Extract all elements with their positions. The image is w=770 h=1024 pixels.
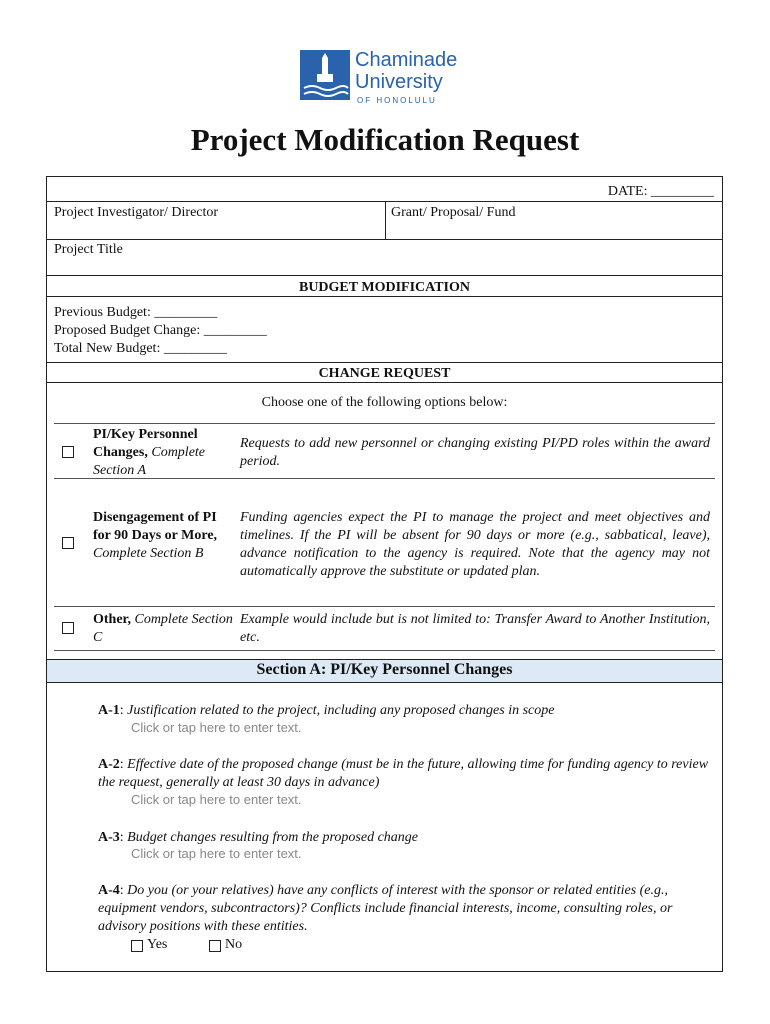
option-label-bold: Disengagement of PI for 90 Days or More, xyxy=(93,510,218,543)
divider xyxy=(46,382,723,383)
question-a2: A-2: Effective date of the proposed change (must be in the future, allowing time for funding agency to review the request, generally at least 30 days in advance) xyxy=(98,757,709,790)
question-code: A-4 xyxy=(98,883,120,898)
change-request-instruction: Choose one of the following options below: xyxy=(261,395,508,410)
question-text: Budget changes resulting from the proposed change xyxy=(127,830,419,845)
proposed-budget-field[interactable]: Proposed Budget Change: _________ xyxy=(54,323,267,338)
date-field[interactable]: DATE: _________ xyxy=(607,184,714,199)
question-code: A-2 xyxy=(98,757,120,772)
option-label-bold: PI/Key Personnel Changes, xyxy=(93,427,198,460)
option-other-label xyxy=(93,611,233,647)
option-disengagement-checkbox[interactable] xyxy=(62,537,74,549)
option-disengagement-label xyxy=(93,509,233,563)
divider xyxy=(54,650,715,651)
question-text: Do you (or your relatives) have any conflicts of interest with the sponsor or related entities (e.g., equipment vendors, subcontractors)? Conflicts include financial interests, income, consulting roles, or advisory positions with these entities. xyxy=(98,883,673,934)
question-a3: A-3: Budget changes resulting from the proposed change xyxy=(98,830,419,845)
question-code: A-3 xyxy=(98,830,120,845)
logo-subline: OF HONOLULU xyxy=(357,96,437,105)
question-text: Effective date of the proposed change (must be in the future, allowing time for funding agency to review the request, generally at least 30 days in advance) xyxy=(98,757,709,790)
logo-name-line1: Chaminade xyxy=(355,49,458,71)
pi-label[interactable]: Project Investigator/ Director xyxy=(54,205,219,220)
section-a-heading: Section A: PI/Key Personnel Changes xyxy=(256,661,513,678)
divider xyxy=(54,423,715,424)
option-label-bold: Other, xyxy=(93,612,131,627)
question-a1: A-1: Justification related to the project, including any proposed changes in scope xyxy=(98,703,555,718)
option-disengagement-description: Funding agencies expect the PI to manage the project and meet objectives and timelines. If the PI will be absent for 90 days or more (e.g., sabbatical, leave), advance notification to the agency is required. Note that the agency may not automatically approve the substitute or updated plan. xyxy=(240,510,710,579)
divider xyxy=(46,239,723,240)
divider xyxy=(46,362,723,363)
question-a4: A-4: Do you (or your relatives) have any conflicts of interest with the sponsor or related entities (e.g., equipment vendors, subcontractors)? Conflicts include financial interests, income, consulting roles, or advisory positions with these entities. xyxy=(98,883,673,934)
option-pi-changes-description: Requests to add new personnel or changing existing PI/PD roles within the award period. xyxy=(240,436,710,469)
divider xyxy=(54,606,715,607)
a4-no-checkbox[interactable] xyxy=(209,940,221,952)
previous-budget-field[interactable]: Previous Budget: _________ xyxy=(54,305,218,320)
project-title-label[interactable]: Project Title xyxy=(54,242,123,257)
question-text: Justification related to the project, including any proposed changes in scope xyxy=(127,703,555,718)
divider xyxy=(54,478,715,479)
total-budget-field[interactable]: Total New Budget: _________ xyxy=(54,341,227,356)
a3-input[interactable]: Click or tap here to enter text. xyxy=(131,846,302,861)
change-request-heading: CHANGE REQUEST xyxy=(318,366,451,381)
divider xyxy=(46,296,723,297)
logo-name-line2: University xyxy=(355,71,443,93)
option-label-italic: Complete Section C xyxy=(93,612,233,645)
a4-yes-label: Yes xyxy=(147,937,168,952)
option-label-italic: Complete Section A xyxy=(93,445,206,478)
page-title: Project Modification Request xyxy=(190,122,580,157)
a4-yes-checkbox[interactable] xyxy=(131,940,143,952)
option-label-italic: Complete Section B xyxy=(93,546,204,561)
option-other-description: Example would include but is not limited to: Transfer Award to Another Institution, etc. xyxy=(240,612,710,645)
university-logo-icon xyxy=(300,50,350,100)
divider xyxy=(385,201,386,239)
budget-heading: BUDGET MODIFICATION xyxy=(298,280,470,295)
a2-input[interactable]: Click or tap here to enter text. xyxy=(131,792,302,807)
option-other-checkbox[interactable] xyxy=(62,622,74,634)
option-pi-changes-checkbox[interactable] xyxy=(62,446,74,458)
option-pi-changes-label xyxy=(93,426,228,480)
a4-no-label: No xyxy=(225,937,243,952)
divider xyxy=(46,275,723,276)
question-code: A-1 xyxy=(98,703,120,718)
grant-label[interactable]: Grant/ Proposal/ Fund xyxy=(391,205,516,220)
a1-input[interactable]: Click or tap here to enter text. xyxy=(131,720,302,735)
